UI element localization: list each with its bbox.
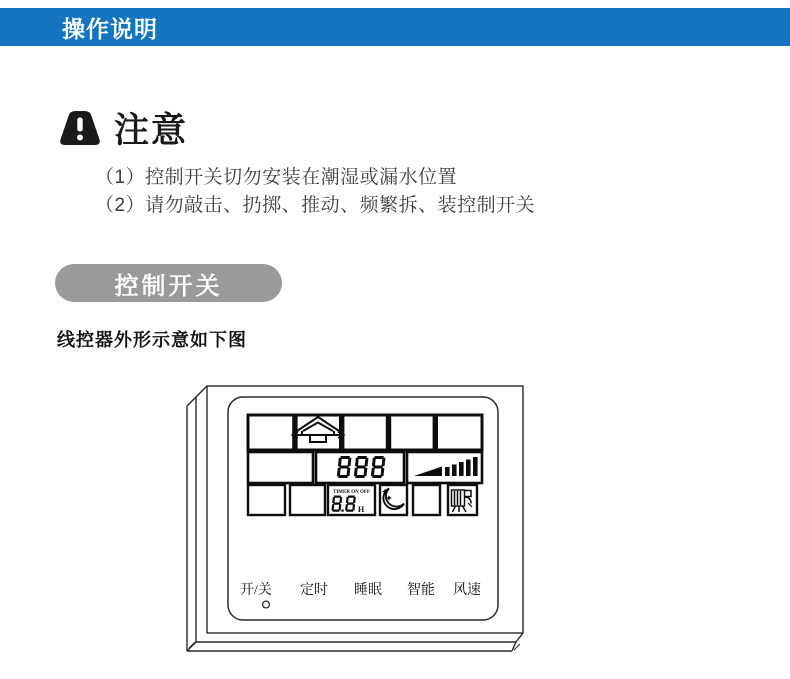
section-pill-label: 控制开关 [114,272,223,300]
timer-label: TIMER ON OFF [333,490,370,495]
notice-list [95,164,535,220]
warning-exclamation-icon [59,110,101,147]
timer-unit: H [358,505,365,514]
device-button-label: 智能 [407,583,435,598]
device-button-label: 定时 [300,583,328,598]
notice-item: （1）控制开关切勿安装在潮湿或漏水位置 [95,167,458,188]
wired-controller-figure [183,376,533,666]
power-led [263,601,270,608]
device-button-label: 开/关 [240,583,272,598]
device-button-label: 风速 [453,583,481,598]
section-pill-control-switch [55,264,282,302]
device-button-label: 睡眠 [354,583,382,598]
notice-title: 注意 [114,111,189,150]
controller-drawing [183,376,533,666]
notice-heading [59,103,188,153]
figure-caption: 线控器外形示意如下图 [57,330,247,350]
page-title: 操作说明 [62,15,158,42]
section-banner [0,8,790,46]
notice-item: （2）请勿敲击、扔掷、推动、频繁拆、装控制开关 [95,195,536,216]
